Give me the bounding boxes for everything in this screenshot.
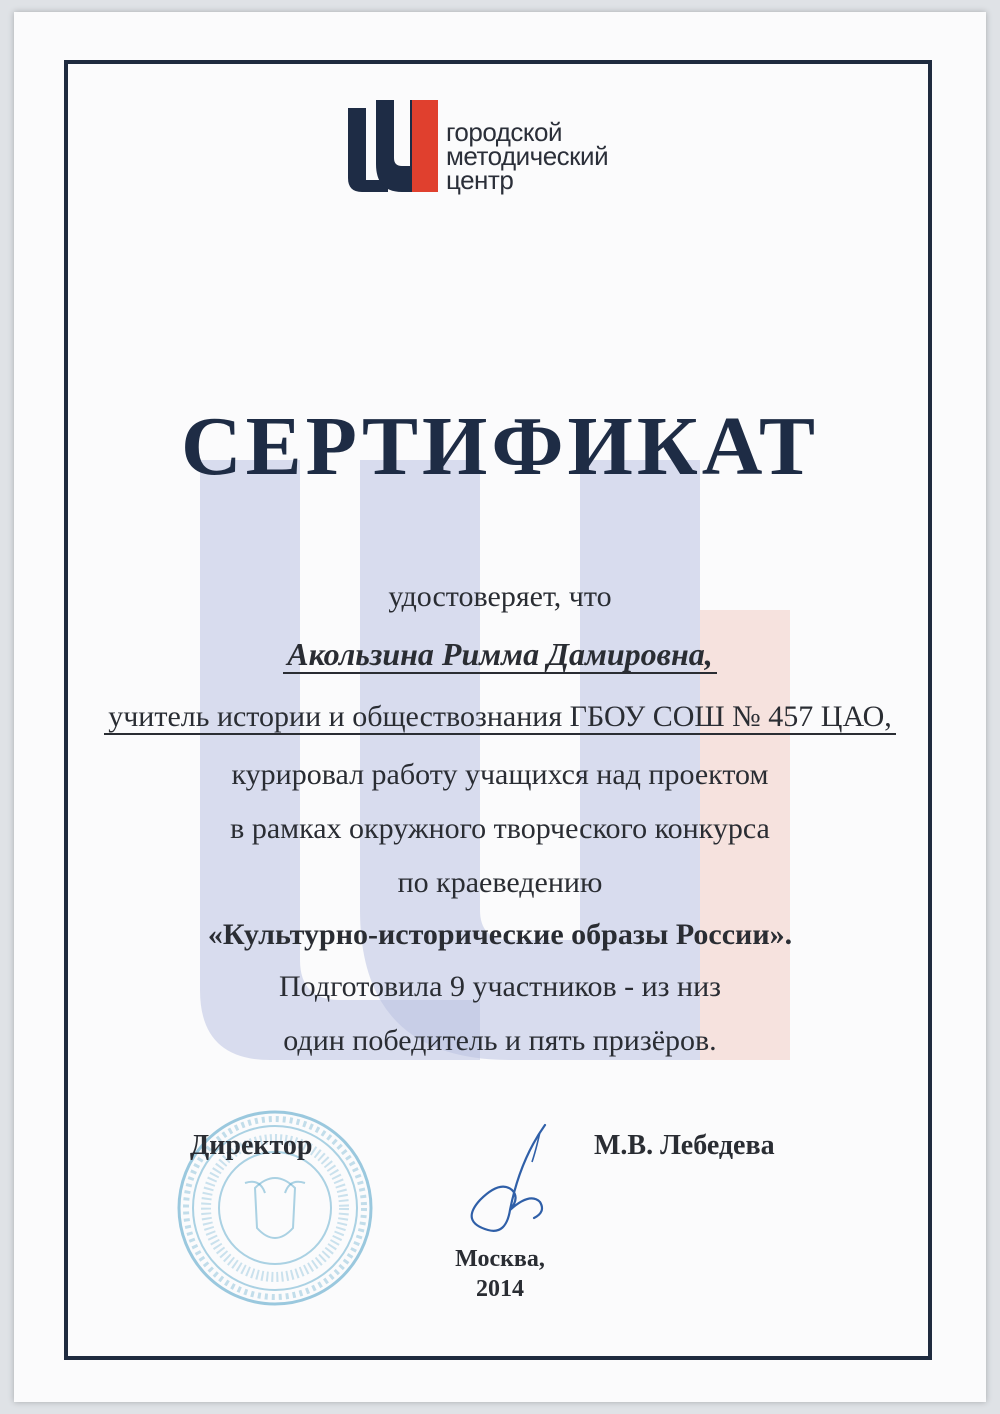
- contest-name: «Культурно-исторические образы России».: [207, 918, 793, 951]
- recipient-name-text: Акользина Римма Дамировна,: [283, 636, 716, 674]
- city: Москва,: [455, 1246, 545, 1272]
- logo-line-2: методический: [446, 141, 609, 171]
- signer-name: М.В. Лебедева: [594, 1130, 775, 1161]
- logo-text: [446, 117, 609, 195]
- body-line-1: курировал работу учащихся над проектом: [231, 758, 769, 791]
- signer-position: Директор: [190, 1130, 313, 1161]
- logo-line-3: центр: [446, 165, 514, 195]
- intro-text: удостоверяет, что: [388, 580, 612, 613]
- body-line-3: по краеведению: [397, 866, 603, 899]
- organization-logo: [348, 100, 658, 200]
- recipient-role: [0, 700, 1000, 734]
- body-line-2: в рамках окружного творческого конкурса: [230, 812, 770, 845]
- recipient-role-text: учитель истории и обществознания ГБОУ СОШ № 457 ЦАО,: [104, 700, 896, 735]
- year: 2014: [476, 1276, 524, 1302]
- body-line-5: один победитель и пять призёров.: [283, 1024, 717, 1057]
- recipient-name: [0, 636, 1000, 673]
- body-line-4: Подготовила 9 участников - из низ: [279, 970, 721, 1003]
- certificate-title: СЕРТИФИКАТ: [180, 400, 820, 493]
- logo-mark-icon: [348, 100, 438, 192]
- logo-line-1: городской: [446, 117, 563, 147]
- handwritten-signature: [440, 1120, 570, 1250]
